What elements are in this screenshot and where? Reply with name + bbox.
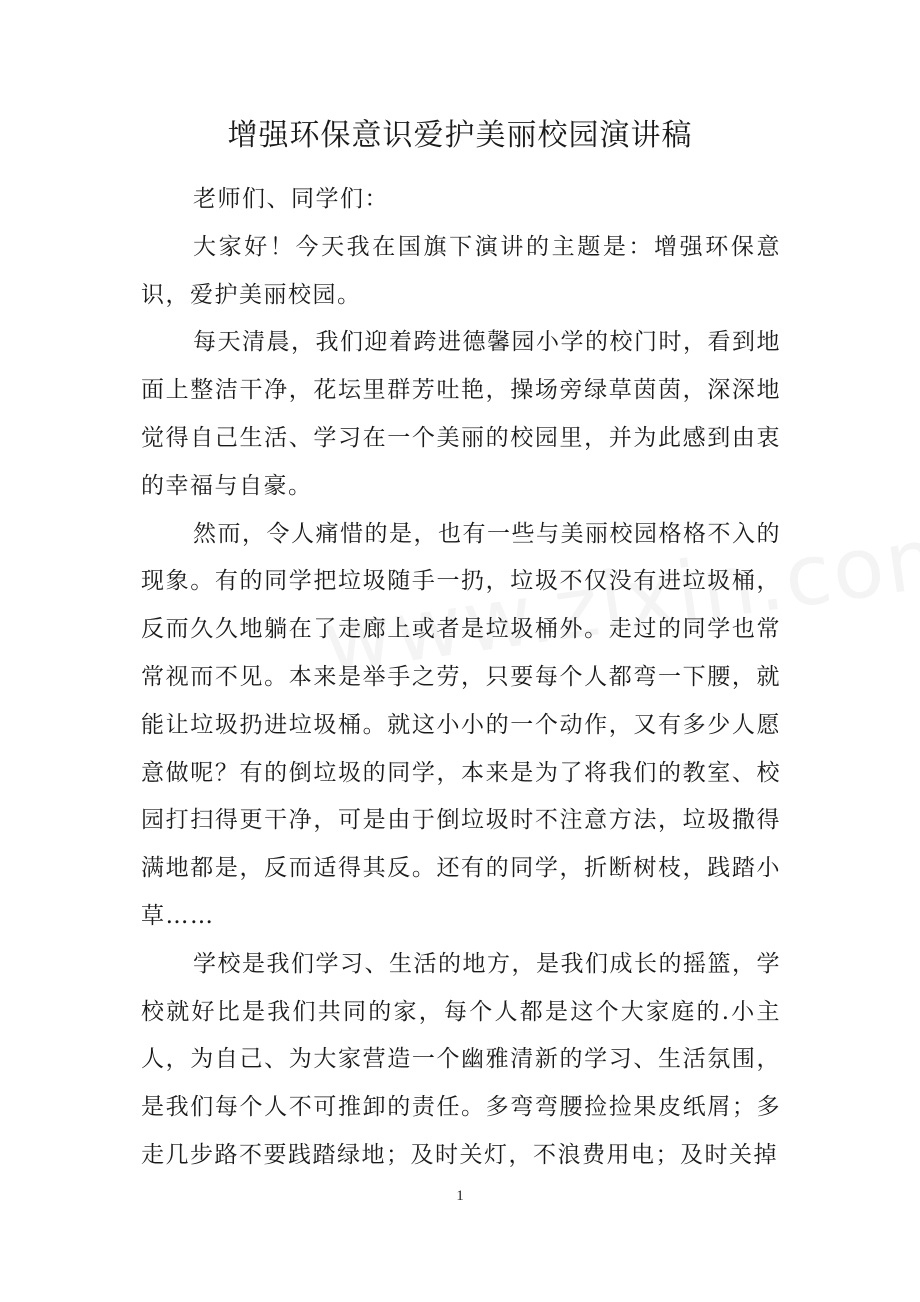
paragraph-2: 每天清晨，我们迎着跨进德馨园小学的校门时，看到地面上整洁干净，花坛里群芳吐艳，操场旁绿草茵茵，深深地觉得自己生活、学习在一个美丽的校园里，并为此感到由衷的幸福与自豪。 [141,329,781,499]
document-body [141,176,781,1180]
page-number: 1 [456,1188,464,1204]
paragraph-3: 然而，令人痛惜的是，也有一些与美丽校园格格不入的现象。有的同学把垃圾随手一扔，垃圾不仅没有进垃圾桶，反而久久地躺在了走廊上或者是垃圾桶外。走过的同学也常常视而不见。本来是举手之劳，只要每个人都弯一下腰，就能让垃圾扔进垃圾桶。就这小小的一个动作，又有多少人愿意做呢？有的倒垃圾的同学，本来是为了将我们的教室、校园打扫得更干净，可是由于倒垃圾时不注意方法，垃圾撒得满地都是，反而适得其反。还有的同学，折断树枝，践踏小草…… [141,520,781,929]
paragraph-4: 学校是我们学习、生活的地方，是我们成长的摇篮，学校就好比是我们共同的家，每个人都是这个大家庭的.小主人，为自己、为大家营造一个幽雅清新的学习、生活氛围，是我们每个人不可推卸的责任。多弯弯腰捡捡果皮纸屑；多走几步路不要践踏绿地；及时关灯，不浪费用电；及时关掉 [141,950,781,1168]
document-title: 增强环保意识爱护美丽校园演讲稿 [227,118,693,153]
salutation: 老师们、同学们： [193,186,389,212]
paragraph-1: 大家好！今天我在国旗下演讲的主题是：增强环保意识，爱护美丽校园。 [141,233,781,308]
